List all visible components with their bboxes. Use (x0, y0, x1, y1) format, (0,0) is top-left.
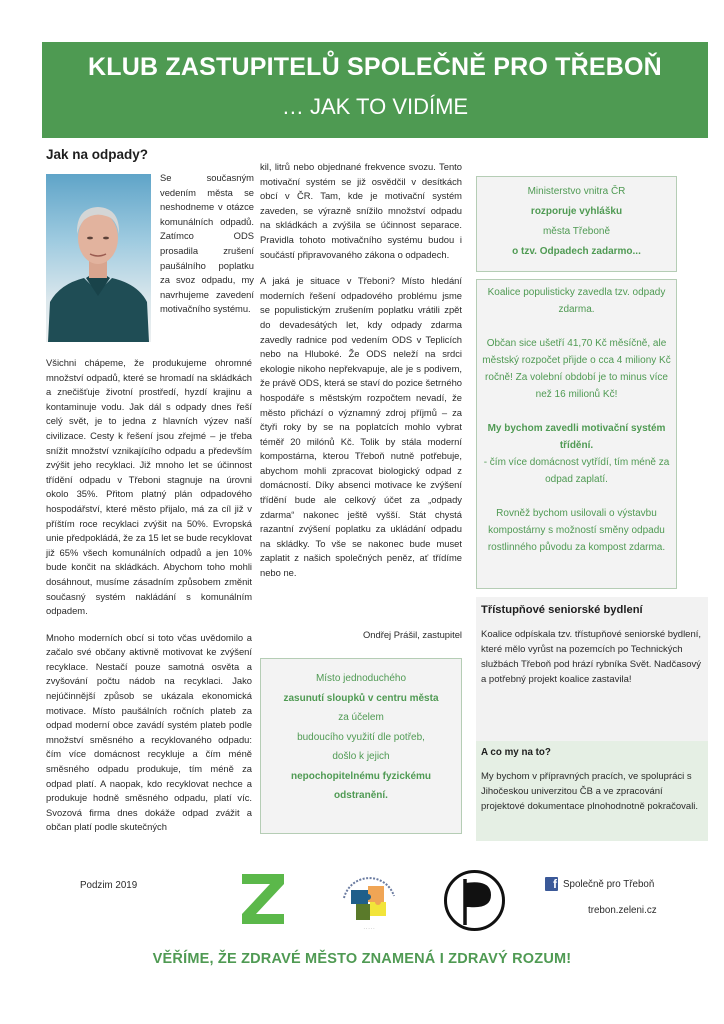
page-subtitle: … JAK TO VIDÍME (281, 94, 469, 119)
author-photo (46, 174, 151, 342)
zeleni-z-logo-icon (240, 872, 286, 926)
senior-housing-section (476, 597, 708, 741)
facebook-link[interactable] (545, 877, 654, 891)
callout-text-bold: rozporuje vyhlášku (530, 206, 623, 217)
pirate-party-logo-icon (443, 869, 506, 932)
callout-text: Rovněž bychom usilovali o výstavbu kompostárny s možností směny odpadu rostlinného původu za kompost zdarma. (487, 508, 666, 553)
callout-text: budoucího využití dle potřeb, (297, 731, 425, 743)
callout-text-bold: My bychom zavedli motivační systém třídění. (487, 423, 666, 451)
article-paragraph: A jaká je situace v Třeboni? Místo hledání moderních řešení odpadového problému jsme se populistickým zrušením poplatku vrátili zpět do devadesátých let, kdy odpady zdarma zavedly radnice pod vedením ODS v Teplicích nebo na Hluboké. Že ODS neleží na srdci ekologie nikoho nepřekvapuje, ale je s podivem, že právě ODS, která se staví do pozice šetrného hospodáře s městským rozpočtem nevadí, že město přichází o významný zdroj příjmů – za čtyři roky by se na poplatcích mohlo vybrat téměř 20 milónů Kč. Tolik by stála moderní kompostárna, kterou Třeboň nutně potřebuje, abychom mohli zpracovat biologický odpad z domácností. Díky absenci motivace ke zvýšení třídění bude ale celkový účet za „odpady zdarma“ nakonec ještě vyšší. Stát chystá razantní zvýšení poplatku za ukládání odpadu na skládky. To vše se nakonec bude muset zaplatit z našich společných peněz, ať třídíme nebo ne. (260, 275, 462, 579)
author-signature: Ondřej Prášil, zastupitel (362, 629, 462, 640)
callout-text: Ministerstvo vnitra ČR (527, 186, 626, 197)
section-heading: A co my na to? (481, 747, 551, 758)
footer-slogan: VĚŘÍME, ŽE ZDRAVÉ MĚSTO ZNAMENÁ I ZDRAVÝ ROZUM! (152, 951, 572, 967)
callout-text: Koalice populisticky zavedla tzv. odpady zdarma. (487, 287, 666, 315)
article-intro: Se současným vedením města se neshodneme v otázce komunálních odpadů. Zatímco ODS prosadila zrušení paušálního poplatku za svoz odpadu, my navrhujeme zavedení motivačního systému. (160, 172, 254, 315)
article-paragraph: Všichni chápeme, že produkujeme ohromné množství odpadů, které se hromadí na skládkách a znečišťuje životní prostředí, hyzdí krajinu a kontaminuje vodu. Jak dál s odpady dnes řeší celý svět, je to jedna z hlavních výzev naší civilizace. Cesty k řešení jsou zřejmé – je třeba snížit množství vznikajícího odpadu a především zvýšit jeho recyklaci. Již mnoho let se účinnost třídění odpadu v Třeboni stagnuje na úrovni okolo 35%. Přitom platný plán odpadového hospodářství, které město přijalo, má za cíl již v příštím roce recyklaci zvýšit na 50%. Evropská unie předpokládá, že za 15 let se bude recyklovat již 65% všech komunálních odpadů a jen 10% bude končit na skládkách. Abychom toho mohli dosáhnout, musíme zásadním způsobem změnit současný systém nakládání s komunálním odpadem. (46, 357, 252, 617)
callout-text: za účelem (338, 712, 384, 723)
facebook-label: Společně pro Třeboň (563, 878, 655, 890)
section-text: Koalice odpískala tzv. třístupňové seniorské bydlení, které mělo vyrůst na pozemcích po Technických službách Třeboň pod hrází rybníka Svět. Nadčasový a potřebný projekt koalice zastavila! (481, 629, 702, 685)
callout-text: Místo jednoduchého (315, 673, 407, 684)
callout-text-bold: o tzv. Odpadech zadarmo... (512, 246, 641, 257)
puzzle-association-logo-icon (334, 868, 404, 938)
article-paragraph: kil, litrů nebo objednané frekvence svozu. Tento motivační systém se již osvědčil v desítkách obcí v ČR. Tam, kde je motivační systém zaveden, se výrazně snížilo množství odpadu na skládkách a zvýšila se účinnost separace. Pravidla tohoto motivačního systému budou i součástí připravovaného zákona o odpadech. (260, 161, 462, 260)
portrait-icon (46, 174, 151, 342)
callout-bollards (260, 658, 462, 834)
callout-waste-fees (476, 279, 677, 589)
callout-ministry (476, 176, 677, 272)
page-title: KLUB ZASTUPITELŮ SPOLEČNĚ PRO TŘEBOŇ (88, 53, 662, 81)
callout-text: - čím více domácnost vytřídí, tím méně za odpad zaplatí. (483, 457, 670, 485)
article-column-left (46, 356, 252, 847)
facebook-icon: f (545, 877, 558, 891)
callout-text: Občan sice ušetří 41,70 Kč měsíčně, ale městský rozpočet přijde o cca 4 miliony Kč ročně! Za volební období je to minus více než 16 milionů Kč! (482, 338, 671, 400)
article-paragraph: Mnoho moderních obcí si toto včas uvědomilo a začalo své občany aktivně motivovat ke zvýšení recyklace. Nestačí pouze samotná osvěta a zvyšování počtu nádob na recyklaci. Jako nejúčinnější způsob se ukázala ekonomická motivace. Místo paušálních ročních plateb za odpad moderní obce zavádí systém plateb podle množství směsného a recyklovaného odpadu: čím více domácnost recykluje a čím méně směsného odpadu produkuje, tím méně za odpad platí. A naopak, kdo recyklovat nechce a produkuje hodně směsného odpadu, platí víc. Svozová firma dnes dokáže odpad zvážit a občan platí podle skutečných (46, 631, 252, 833)
callout-text: města Třeboně (542, 226, 611, 237)
callout-text-bold: nepochopitelnému fyzickému (290, 770, 432, 782)
header-banner (42, 42, 708, 138)
svg-text:· · · · ·: · · · · · (363, 926, 375, 931)
callout-text-bold: zasunutí sloupků v centru města (283, 692, 439, 704)
callout-text-bold: odstranění. (334, 790, 388, 801)
section-text: My bychom v přípravných pracích, ve spolupráci s Jihočeskou univerzitou ČB a ve zpracování projektové dokumentace plnohodnotně pokračovali. (481, 771, 699, 812)
section-heading: Třístupňové seniorské bydlení (481, 604, 643, 616)
callout-text: došlo k jejich (332, 751, 390, 762)
article-title: Jak na odpady? (46, 147, 149, 162)
our-view-section (476, 741, 708, 841)
issue-date: Podzim 2019 (80, 880, 138, 891)
article-column-middle (260, 160, 462, 593)
website-link[interactable]: trebon.zeleni.cz (588, 905, 657, 916)
